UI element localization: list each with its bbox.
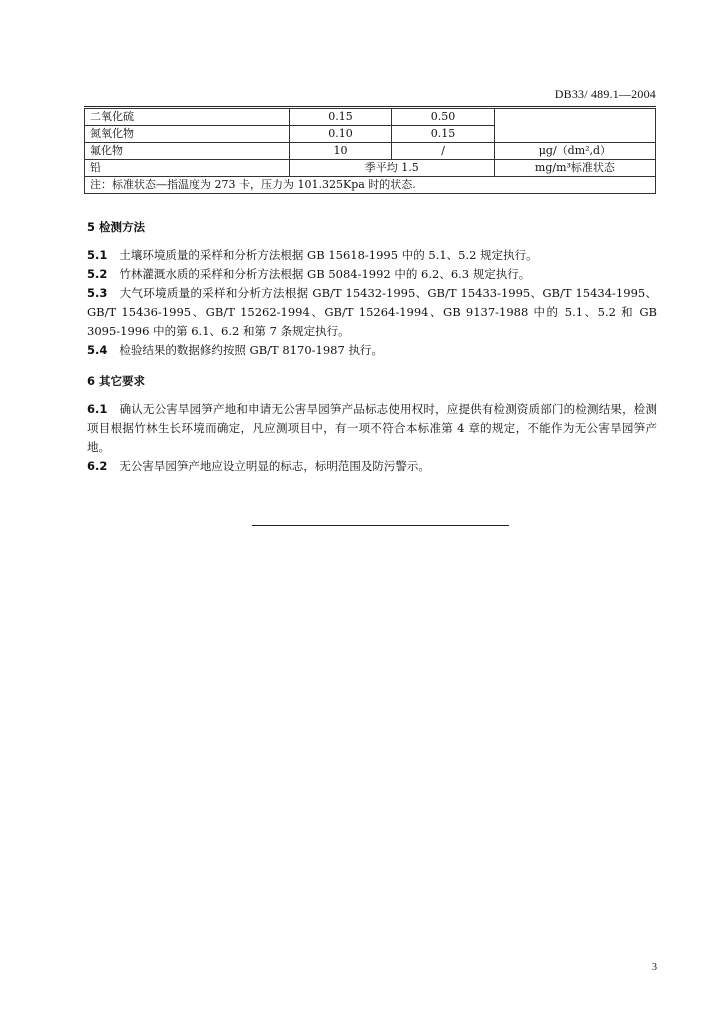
limits-table [84, 108, 656, 194]
clause-text: 竹林灌溉水质的采样和分析方法根据 GB 5084-1992 中的 6.2、6.3 规定执行。 [119, 267, 531, 281]
clause-text: 大气环境质量的采样和分析方法根据 GB/T 15432-1995、GB/T 15433-1995、GB/T 15434-1995、GB/T 15436-1995、GB/T 15262-1994、GB/T 15264-1994、GB 9137-1988 中的 5.1、5.2 和 GB 3095-1996 中的第 6.1、6.2 和第 7 条规定执行。 [87, 286, 657, 338]
pollutant-name: 氟化物 [85, 143, 290, 160]
pollutant-name: 氮氧化物 [85, 126, 290, 143]
limit-value: 10 [289, 143, 392, 160]
clause-5-1 [87, 246, 657, 265]
clause-number: 6.2 [87, 459, 108, 473]
unit-cell [494, 109, 655, 143]
clause-6-2 [87, 457, 657, 476]
clause-text: 检验结果的数据修约按照 GB/T 8170-1987 执行。 [119, 343, 383, 357]
end-of-document-rule [252, 525, 509, 526]
document-code: DB33/ 489.1—2004 [554, 87, 656, 101]
clause-text: 无公害旱园笋产地应设立明显的标志，标明范围及防污警示。 [119, 459, 430, 473]
limit-value-merged: 季平均 1.5 [289, 160, 494, 177]
clause-number: 5.3 [87, 286, 108, 300]
header-rule [84, 106, 656, 107]
unit-cell: μg/（dm²,d） [494, 143, 655, 160]
clause-text: 土壤环境质量的采样和分析方法根据 GB 15618-1995 中的 5.1、5.2 规定执行。 [119, 248, 538, 262]
table-note: 注：标准状态—指温度为 273 卡，压力为 101.325Kpa 时的状态. [85, 177, 656, 194]
clause-number: 6.1 [87, 402, 108, 416]
clause-6-1 [87, 400, 657, 457]
clause-5-4 [87, 341, 657, 360]
pollutant-name: 铅 [85, 160, 290, 177]
clause-5-3 [87, 284, 657, 341]
table-note-row [85, 177, 656, 194]
table-row [85, 143, 656, 160]
clause-number: 5.1 [87, 248, 108, 262]
section-6-heading: 6 其它要求 [87, 374, 146, 388]
limit-value: / [392, 143, 495, 160]
limit-value: 0.15 [392, 126, 495, 143]
clause-5-2 [87, 265, 657, 284]
page-number: 3 [652, 962, 657, 973]
section-5-heading: 5 检测方法 [87, 220, 146, 234]
unit-cell: mg/m³标准状态 [494, 160, 655, 177]
clause-text: 确认无公害旱园笋产地和申请无公害旱园笋产品标志使用权时，应提供有检测资质部门的检测结果，检测项目根据竹林生长环境而确定，凡应测项目中，有一项不符合本标准第 4 章的规定，不能作为无公害旱园笋产地。 [87, 402, 657, 454]
table-row [85, 160, 656, 177]
limit-value: 0.50 [392, 109, 495, 126]
clause-number: 5.4 [87, 343, 108, 357]
pollutant-name: 二氧化硫 [85, 109, 290, 126]
table-row [85, 109, 656, 126]
limit-value: 0.15 [289, 109, 392, 126]
limit-value: 0.10 [289, 126, 392, 143]
clause-number: 5.2 [87, 267, 108, 281]
